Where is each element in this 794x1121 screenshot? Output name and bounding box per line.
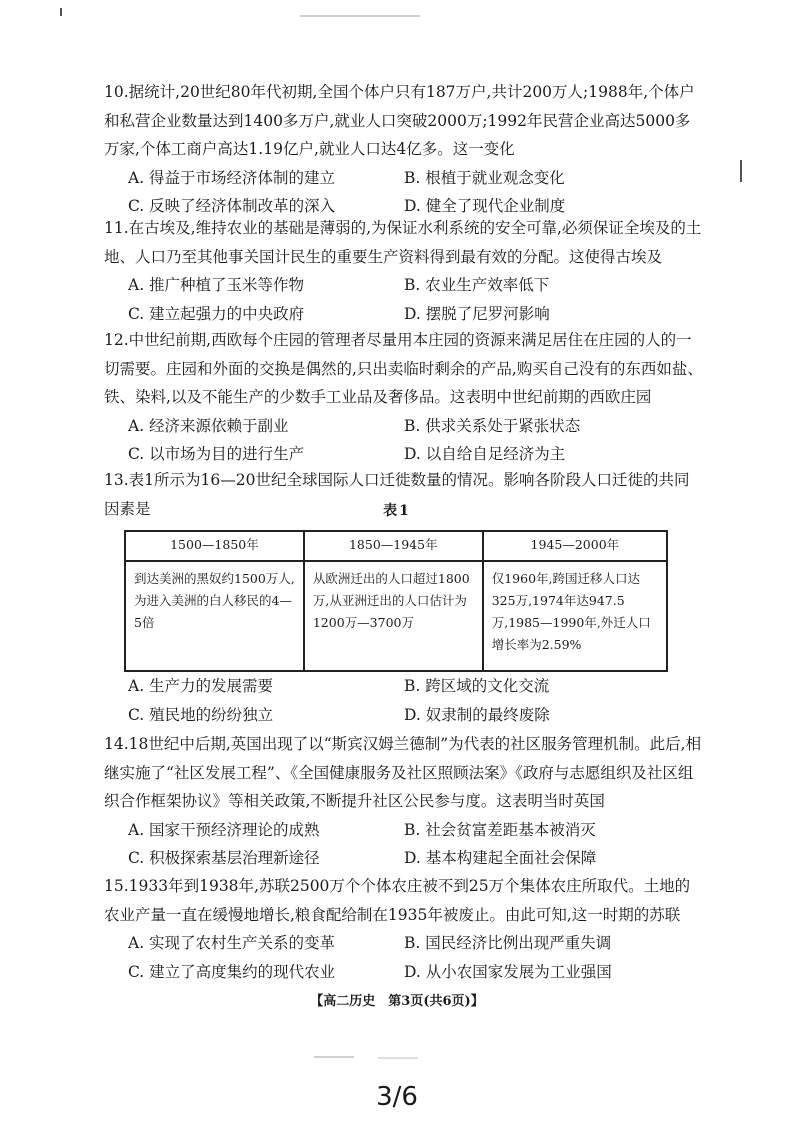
table-cell: 到达美洲的黑奴约1500万人,为进入美洲的白人移民的4—5倍 [125,561,304,671]
table-row [125,561,667,671]
options [104,672,704,729]
options [104,271,704,328]
option-d: D. 基本构建起全面社会保障 [404,849,597,867]
table-cell: 从欧洲迁出的人口超过1800万,从亚洲迁出的人口估计为1200万—3700万 [304,561,483,671]
question-10 [104,78,704,221]
migration-table [124,530,668,672]
option-c: C. 反映了经济体制改革的深入 [128,197,336,215]
option-d: D. 以自给自足经济为主 [404,445,566,463]
scan-smudge-bottom [314,1056,354,1058]
option-c: C. 积极探索基层治理新途径 [128,849,320,867]
option-b: B. 供求关系处于紧张状态 [404,416,581,435]
option-a: A. 推广种植了玉米等作物 [128,276,305,294]
page-number: 3/6 [376,1082,418,1112]
question-stem: 13.表1所示为16—20世纪全球国际人口迁徙数量的情况。影响各阶段人口迁徙的共同因素是 [104,471,690,518]
option-a: A. 国家干预经济理论的成熟 [128,820,320,839]
option-b: B. 社会贫富差距基本被消灭 [404,820,596,839]
option-a: A. 生产力的发展需要 [128,677,274,695]
question-15 [104,872,704,986]
option-b: B. 国民经济比例出现严重失调 [404,934,612,952]
options [104,412,704,469]
question-stem: 10.据统计,20世纪80年代初期,全国个体户只有187万户,共计200万人;1988年,个体户和私营企业数量达到1400多万户,就业人口突破2000万;1992年民营企业高达5000多万家,个体工商户高达1.19亿户,就业人口达4亿多。这一变化 [104,83,695,158]
option-d: D. 摆脱了尼罗河影响 [404,304,550,323]
option-a: A. 经济来源依赖于副业 [128,416,289,435]
table-header: 1945—2000年 [483,531,667,561]
page-footer: 【高二历史 第3页(共6页)】 [310,994,484,1009]
option-c: C. 建立起强力的中央政府 [128,304,305,323]
question-stem: 14.18世纪中后期,英国出现了以“斯宾汉姆兰德制”为代表的社区服务管理机制。此后,相继实施了“社区发展工程”、《全国健康服务及社区照顾法案》《政府与志愿组织及社区组织合作框架协议》等相关政策,不断提升社区公民参与度。这表明当时英国 [104,735,702,810]
question-stem: 12.中世纪前期,西欧每个庄园的管理者尽量用本庄园的资源来满足居住在庄园的人的一切需要。庄园和外面的交换是偶然的,只出卖临时剩余的产品,购买自己没有的东西如盐、铁、染料,以及不能生产的少数手工业品及奢侈品。这表明中世纪前期的西欧庄园 [104,331,703,406]
question-11 [104,214,704,328]
table-header: 1850—1945年 [304,531,483,561]
option-a: A. 得益于市场经济体制的建立 [128,168,336,187]
option-c: C. 殖民地的纷纷独立 [128,705,274,724]
option-b: B. 根植于就业观念变化 [404,168,565,187]
option-c: C. 建立了高度集约的现代农业 [128,962,336,981]
options [104,816,704,873]
scan-smudge-bottom [378,1057,418,1059]
option-b: B. 农业生产效率低下 [404,276,550,294]
scan-edge-mark [60,8,62,16]
question-13-options [104,672,704,729]
question-14 [104,730,704,873]
question-stem: 15.1933年到1938年,苏联2500万个个体农庄被不到25万个集体农庄所取代。土地的农业产量一直在缓慢地增长,粮食配给制在1935年被废止。由此可知,这一时期的苏联 [104,877,691,924]
option-b: B. 跨区域的文化交流 [404,677,550,695]
options [104,929,704,986]
question-12 [104,326,704,469]
table-title: 表1 [383,503,411,519]
scan-edge-mark-right [740,160,742,182]
table-cell: 仅1960年,跨国迁移人口达325万,1974年达947.5万,1985—1990年,外迁人口增长率为2.59% [483,561,667,671]
option-d: D. 从小农国家发展为工业强国 [404,962,612,981]
table-header: 1500—1850年 [125,531,304,561]
question-stem: 11.在古埃及,维持农业的基础是薄弱的,为保证水利系统的安全可靠,必须保证全埃及的土地、人口乃至其他事关国计民生的重要生产资料得到最有效的分配。这使得古埃及 [104,219,702,266]
option-c: C. 以市场为目的进行生产 [128,445,305,463]
table-header-row [125,531,667,561]
options [104,164,704,221]
option-d: D. 奴隶制的最终废除 [404,705,550,724]
option-a: A. 实现了农村生产关系的变革 [128,934,336,952]
scan-smudge-top [300,15,420,17]
option-d: D. 健全了现代企业制度 [404,197,566,215]
